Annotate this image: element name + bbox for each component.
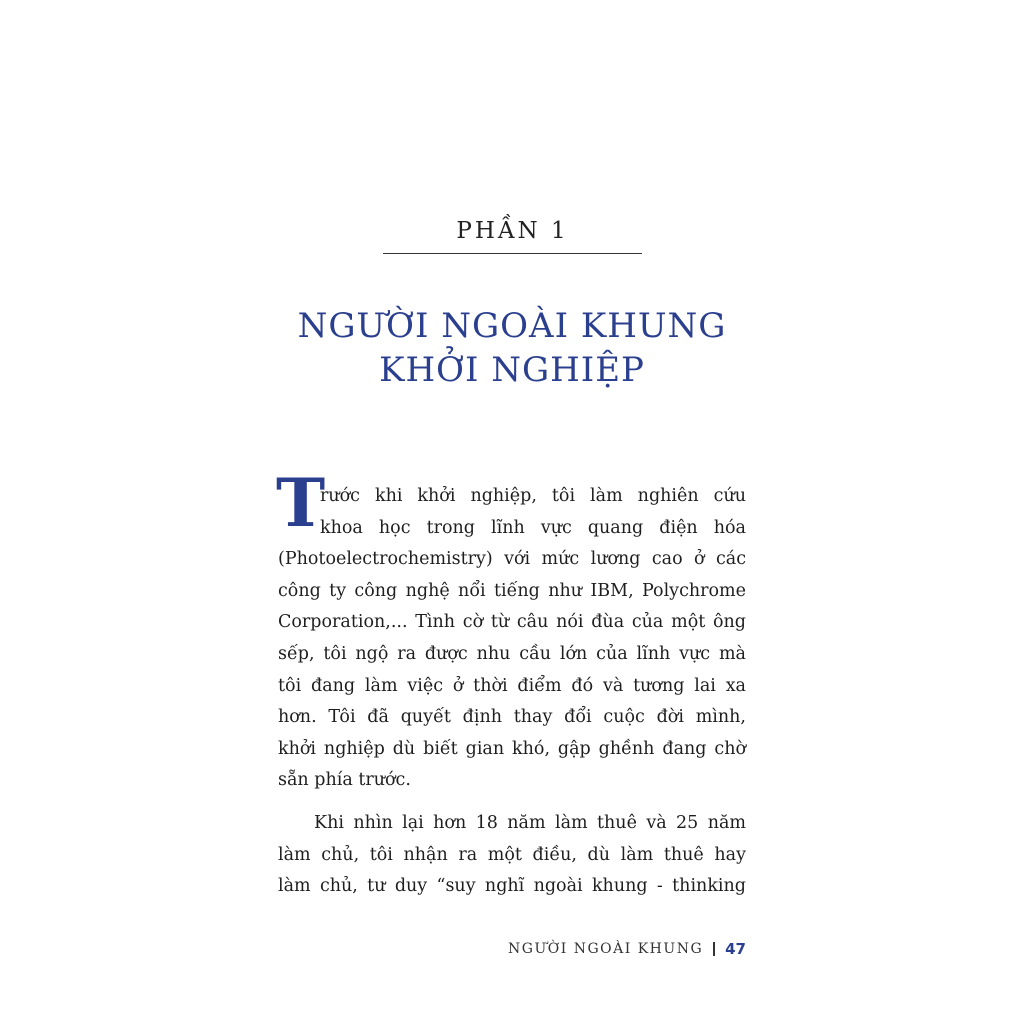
part-label: PHẦN 1 [456, 218, 569, 244]
text-line: khởi nghiệp dù biết gian khó, gập ghềnh đang chờ [278, 738, 746, 759]
text-line: làm chủ, tư duy “suy nghĩ ngoài khung - thinking [278, 876, 746, 897]
text-line: tôi đang làm việc ở thời điểm đó và tương lai xa [278, 675, 746, 696]
text-line: rước khi khởi nghiệp, tôi làm nghiên cứu [320, 486, 746, 506]
text-line: Khi nhìn lại hơn 18 năm làm thuê và 25 năm [314, 812, 746, 833]
text-line: hơn. Tôi đã quyết định thay đổi cuộc đời mình, [278, 707, 746, 728]
divider [383, 253, 642, 254]
running-title: NGƯỜI NGOÀI KHUNG [508, 941, 704, 957]
text-line: (Photoelectrochemistry) với mức lương cao ở các [278, 549, 746, 570]
text-line: công ty công nghệ nổi tiếng như IBM, Polychrome [278, 580, 746, 601]
text-line: sếp, tôi ngộ ra được nhu cầu lớn của lĩnh vực mà [278, 643, 746, 664]
page-footer [508, 940, 746, 958]
chapter-title-line-2: KHỞI NGHIỆP [379, 350, 645, 390]
body-text [278, 481, 746, 903]
footer-separator [713, 942, 715, 956]
text-line: khoa học trong lĩnh vực quang điện hóa [320, 517, 746, 538]
text-line: Corporation,... Tình cờ từ câu nói đùa của một ông [278, 612, 746, 633]
text-line: sẵn phía trước. [278, 770, 411, 791]
drop-cap: T [276, 464, 326, 542]
page-number: 47 [725, 940, 746, 958]
text-line: làm chủ, tôi nhận ra một điều, dù làm thuê hay [278, 844, 746, 865]
chapter-title-line-1: NGƯỜI NGOÀI KHUNG [297, 306, 727, 346]
